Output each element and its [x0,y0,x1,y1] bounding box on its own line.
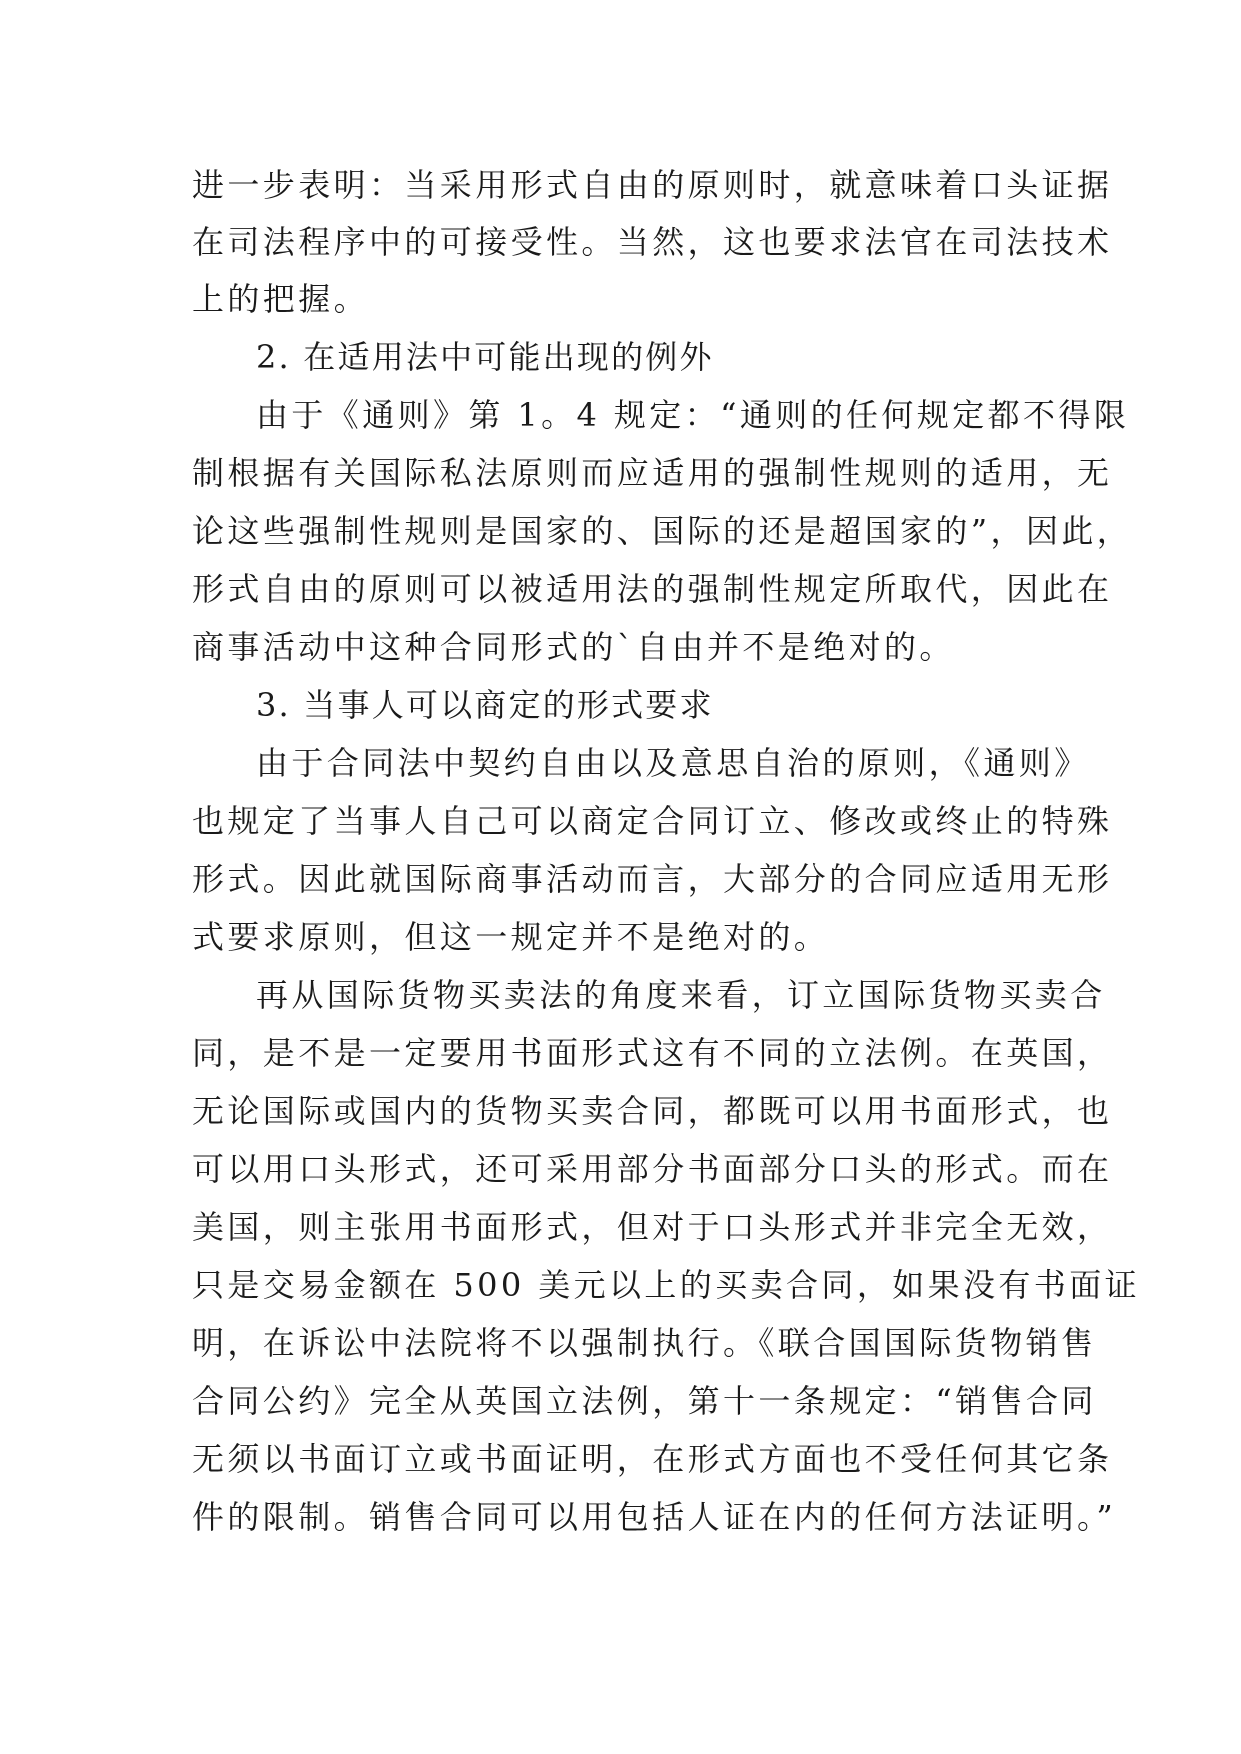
text-line: 商事活动中这种合同形式的`自由并不是绝对的。 [192,628,955,666]
text-line: 无论国际或国内的货物买卖合同，都既可以用书面形式，也 [192,1092,1113,1130]
text-line: 再从国际货物买卖法的角度来看，订立国际货物买卖合 [256,976,1106,1014]
section-heading-3: 3. 当事人可以商定的形式要求 [256,686,714,724]
text-line: 只是交易金额在 500 美元以上的买卖合同，如果没有书面证 [192,1266,1141,1304]
text-line: 制根据有关国际私法原则而应适用的强制性规则的适用，无 [192,454,1113,492]
text-line: 合同公约》完全从英国立法例，第十一条规定：“销售合同 [192,1382,1097,1420]
text-line: 形式。因此就国际商事活动而言，大部分的合同应适用无形 [192,860,1113,898]
text-line: 无须以书面订立或书面证明，在形式方面也不受任何其它条 [192,1440,1113,1478]
text-line: 论这些强制性规则是国家的、国际的还是超国家的”，因此， [192,512,1133,550]
section-heading-2: 2. 在适用法中可能出现的例外 [256,338,714,376]
text-line: 美国，则主张用书面形式，但对于口头形式并非完全无效， [192,1208,1113,1246]
text-line: 同，是不是一定要用书面形式这有不同的立法例。在英国， [192,1034,1113,1072]
text-line: 进一步表明：当采用形式自由的原则时，就意味着口头证据 [192,166,1113,204]
text-line: 可以用口头形式，还可采用部分书面部分口头的形式。而在 [192,1150,1113,1188]
text-line: 式要求原则，但这一规定并不是绝对的。 [192,918,830,956]
text-line: 明，在诉讼中法院将不以强制执行。《联合国国际货物销售 [192,1324,1097,1362]
text-line: 也规定了当事人自己可以商定合同订立、修改或终止的特殊 [192,802,1113,840]
text-line: 形式自由的原则可以被适用法的强制性规定所取代，因此在 [192,570,1113,608]
text-line: 上的把握。 [192,280,370,318]
text-line: 由于《通则》第 1。4 规定：“通则的任何规定都不得限 [256,396,1130,434]
text-line: 件的限制。销售合同可以用包括人证在内的任何方法证明。” [192,1498,1117,1536]
text-line: 由于合同法中契约自由以及意思自治的原则，《通则》 [256,744,1090,782]
text-line: 在司法程序中的可接受性。当然，这也要求法官在司法技术 [192,223,1113,261]
